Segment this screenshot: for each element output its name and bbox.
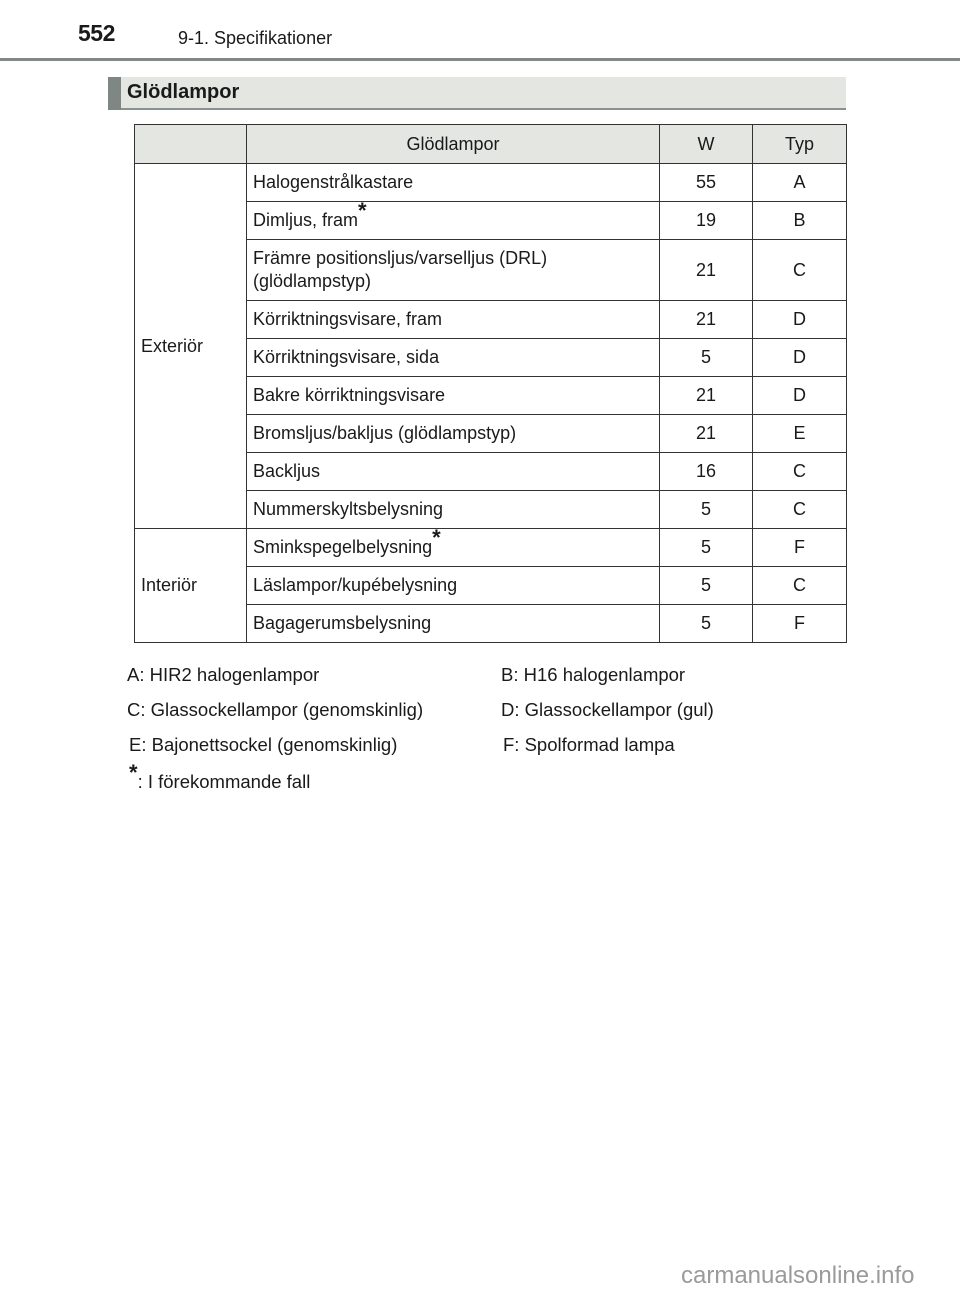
type-cell: F xyxy=(753,605,847,643)
column-header-bulb: Glödlampor xyxy=(247,125,660,164)
section-marker xyxy=(108,77,121,110)
table-row xyxy=(135,164,847,202)
watt-cell: 21 xyxy=(660,415,753,453)
watermark: carmanualsonline.info xyxy=(681,1262,915,1289)
asterisk-marker: * xyxy=(432,525,441,550)
watt-cell: 16 xyxy=(660,453,753,491)
bulb-name: Nummerskyltsbelysning xyxy=(253,499,444,519)
watt-cell: 21 xyxy=(660,377,753,415)
legend-a: A: HIR2 halogenlampor xyxy=(127,664,320,685)
watt-cell: 5 xyxy=(660,491,753,529)
watt-cell: 5 xyxy=(660,605,753,643)
page-number: 552 xyxy=(78,20,115,46)
type-cell: C xyxy=(753,453,847,491)
bulb-name-cell xyxy=(247,453,660,491)
type-cell: D xyxy=(753,301,847,339)
header-rule xyxy=(0,58,960,61)
asterisk-marker: * xyxy=(358,198,367,223)
bulb-name-cell xyxy=(247,491,660,529)
bulb-name-cell xyxy=(247,339,660,377)
column-header-group xyxy=(135,125,247,164)
bulb-name: Bagagerumsbelysning xyxy=(253,613,432,633)
type-cell: F xyxy=(753,529,847,567)
bulb-name-cell xyxy=(247,605,660,643)
section-header xyxy=(108,77,846,110)
watt-cell: 5 xyxy=(660,529,753,567)
type-cell: D xyxy=(753,339,847,377)
footnote-text: : I förekommande fall xyxy=(137,771,311,792)
bulb-name-cell xyxy=(247,415,660,453)
bulb-name-cell xyxy=(247,525,660,567)
bulb-name: Halogenstrålkastare xyxy=(253,172,414,192)
bulb-name: Backljus xyxy=(253,461,321,481)
bulb-name: Körriktningsvisare, sida xyxy=(253,347,440,367)
bulb-name-cell xyxy=(247,377,660,415)
column-header-watt: W xyxy=(660,125,753,164)
watt-cell: 5 xyxy=(660,339,753,377)
type-cell: C xyxy=(753,240,847,301)
table-row xyxy=(135,529,847,567)
bulb-name: Dimljus, fram xyxy=(253,210,359,230)
watt-cell: 19 xyxy=(660,202,753,240)
legend-d: D: Glassockellampor (gul) xyxy=(501,699,714,720)
bulb-name: Bromsljus/bakljus (glödlampstyp) xyxy=(253,423,517,443)
watt-cell: 5 xyxy=(660,567,753,605)
chapter-title: 9-1. Specifikationer xyxy=(178,28,333,48)
section-title: Glödlampor xyxy=(127,81,240,103)
group-cell: Interiör xyxy=(135,529,247,643)
bulb-table xyxy=(134,124,847,643)
bulb-name-cell xyxy=(247,198,660,240)
bulb-name: Läslampor/kupébelysning xyxy=(253,575,458,595)
watt-cell: 21 xyxy=(660,240,753,301)
watt-cell: 55 xyxy=(660,164,753,202)
type-cell: C xyxy=(753,491,847,529)
footnote-asterisk: * xyxy=(129,759,138,785)
legend-e: E: Bajonettsockel (genomskinlig) xyxy=(129,734,398,755)
group-cell: Exteriör xyxy=(135,164,247,529)
bulb-name: Körriktningsvisare, fram xyxy=(253,309,443,329)
type-cell: C xyxy=(753,567,847,605)
bulb-name: Främre positionsljus/varselljus (DRL) (glödlampstyp) xyxy=(253,248,548,291)
bulb-name-cell xyxy=(247,164,660,202)
bulb-name-cell xyxy=(247,567,660,605)
type-cell: E xyxy=(753,415,847,453)
legend-f: F: Spolformad lampa xyxy=(503,734,675,755)
bulb-name: Bakre körriktningsvisare xyxy=(253,385,446,405)
bulb-name-cell xyxy=(247,301,660,339)
type-cell: B xyxy=(753,202,847,240)
legend-b: B: H16 halogenlampor xyxy=(501,664,686,685)
column-header-type: Typ xyxy=(753,125,847,164)
bulb-name-cell xyxy=(247,240,660,301)
legend-c: C: Glassockellampor (genomskinlig) xyxy=(127,699,424,720)
footnote xyxy=(129,759,311,793)
table-header-row xyxy=(135,125,847,164)
bulb-name: Sminkspegelbelysning xyxy=(253,537,433,557)
type-cell: D xyxy=(753,377,847,415)
watt-cell: 21 xyxy=(660,301,753,339)
type-cell: A xyxy=(753,164,847,202)
